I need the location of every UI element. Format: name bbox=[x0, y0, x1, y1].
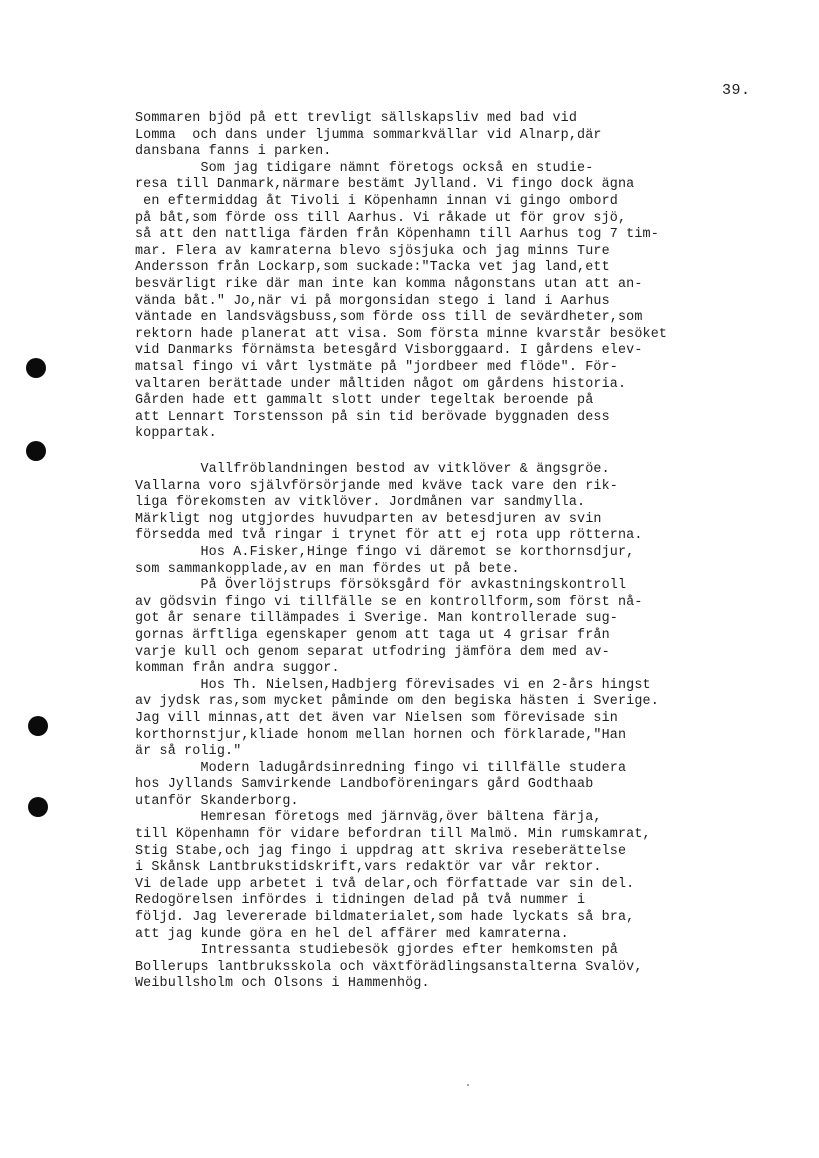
text-line: som sammankopplade,av en man fördes ut på bete. bbox=[135, 561, 520, 577]
text-line: vända båt." Jo,när vi på morgonsidan stego i land i Aarhus bbox=[135, 293, 610, 309]
paper-speck bbox=[467, 1084, 469, 1086]
text-line: dansbana fanns i parken. bbox=[135, 144, 332, 160]
text-line: got år senare tillämpades i Sverige. Man kontrollerade sug- bbox=[135, 611, 618, 627]
text-line: till Köpenhamn för vidare befordran till Malmö. Min rumskamrat, bbox=[135, 827, 651, 843]
text-line: följd. Jag levererade bildmaterialet,som hade lyckats så bra, bbox=[135, 910, 635, 926]
text-line: komman från andra suggor. bbox=[135, 661, 340, 677]
text-line: Andersson från Lockarp,som suckade:"Tacka vet jag land,ett bbox=[135, 260, 610, 276]
text-line: besvärligt rike där man inte kan komma någonstans utan att an- bbox=[135, 276, 643, 292]
text-line: att Lennart Torstensson på sin tid berövade byggnaden dess bbox=[135, 409, 610, 425]
text-line: Modern ladugårdsinredning fingo vi tillfälle studera bbox=[135, 760, 627, 776]
text-line: Vallarna voro självförsörjande med kväve tack vare den rik- bbox=[135, 478, 618, 494]
text-line: Bollerups lantbruksskola och växtförädlingsanstalterna Svalöv, bbox=[135, 959, 643, 975]
text-line: Jag vill minnas,att det även var Nielsen som förevisade sin bbox=[135, 710, 618, 726]
text-line: att jag kunde göra en hel del affärer med kamraterna. bbox=[135, 926, 569, 942]
text-line: Hemresan företogs med järnväg,över bältena färja, bbox=[135, 810, 602, 826]
text-line: Som jag tidigare nämnt företogs också en studie- bbox=[135, 160, 594, 176]
text-line: Vallfröblandningen bestod av vitklöver & ängsgröe. bbox=[135, 462, 610, 477]
text-line: korthornstjur,kliade honom mellan hornen och förklarade,"Han bbox=[135, 727, 627, 743]
text-line: Sommaren bjöd på ett trevligt sällskapsliv med bad vid bbox=[135, 111, 578, 126]
text-line: koppartak. bbox=[135, 426, 217, 442]
text-line: mar. Flera av kamraterna blevo sjösjuka och jag minns Ture bbox=[135, 243, 610, 259]
text-line: hos Jyllands Samvirkende Landboföreningars gård Godthaab bbox=[135, 777, 594, 793]
text-line: Hos Th. Nielsen,Hadbjerg förevisades vi en 2-års hingst bbox=[135, 677, 651, 693]
text-line: Redogörelsen infördes i tidningen delad på två nummer i bbox=[135, 893, 586, 909]
text-line: Märkligt nog utgjordes huvudparten av betesdjuren av svin bbox=[135, 511, 602, 527]
text-line: försedda med två ringar i trynet för att ej rota upp rötterna. bbox=[135, 528, 643, 544]
page-number: 39. bbox=[722, 82, 751, 99]
text-line: Stig Stabe,och jag fingo i uppdrag att skriva reseberättelse bbox=[135, 843, 627, 859]
punch-hole bbox=[26, 358, 46, 378]
text-line: utanför Skanderborg. bbox=[135, 793, 299, 809]
punch-hole bbox=[28, 716, 48, 736]
text-line: en eftermiddag åt Tivoli i Köpenhamn innan vi gingo ombord bbox=[135, 193, 618, 209]
paragraph-trip-to-denmark bbox=[135, 111, 785, 443]
text-line: av jydsk ras,som mycket påminde om den begiska hästen i Sverige. bbox=[135, 694, 659, 710]
text-line: Vi delade upp arbetet i två delar,och författade var sin del. bbox=[135, 876, 635, 892]
text-line: rektorn hade planerat att visa. Som första minne kvarstår besöket bbox=[135, 326, 668, 342]
text-line: På Överlöjstrups försöksgård för avkastningskontroll bbox=[135, 578, 627, 594]
paragraph-farm-visits bbox=[135, 462, 785, 993]
text-line: liga förekomsten av vitklöver. Jordmånen var sandmylla. bbox=[135, 495, 586, 511]
text-line: Intressanta studiebesök gjordes efter hemkomsten på bbox=[135, 943, 618, 959]
text-line: matsal fingo vi vårt lystmäte på "jordbeer med flöde". För- bbox=[135, 359, 618, 375]
text-line: är så rolig." bbox=[135, 744, 242, 760]
text-line: väntade en landsvägsbuss,som förde oss till de sevärdheter,som bbox=[135, 310, 643, 326]
text-line: Gården hade ett gammalt slott under tegeltak beroende på bbox=[135, 393, 594, 409]
text-line: Weibullsholm och Olsons i Hammenhög. bbox=[135, 976, 430, 992]
text-line: Lomma och dans under ljumma sommarkvällar vid Alnarp,där bbox=[135, 127, 602, 143]
text-line: på båt,som förde oss till Aarhus. Vi råkade ut för grov sjö, bbox=[135, 210, 627, 226]
text-line: resa till Danmark,närmare bestämt Jylland. Vi fingo dock ägna bbox=[135, 177, 635, 193]
text-line: i Skånsk Lantbrukstidskrift,vars redaktör var vår rektor. bbox=[135, 860, 602, 876]
text-line: varje kull och genom separat utfodring jämföra dem med av- bbox=[135, 644, 610, 660]
text-line: valtaren berättade under måltiden något om gårdens historia. bbox=[135, 376, 627, 392]
text-line: så att den nattliga färden från Köpenhamn till Aarhus tog 7 tim- bbox=[135, 227, 659, 243]
text-line: vid Danmarks förnämsta betesgård Visborggaard. I gårdens elev- bbox=[135, 343, 643, 359]
punch-hole bbox=[28, 797, 48, 817]
text-line: gornas ärftliga egenskaper genom att taga ut 4 grisar från bbox=[135, 627, 610, 643]
text-line: Hos A.Fisker,Hinge fingo vi däremot se korthornsdjur, bbox=[135, 544, 635, 560]
text-line: av gödsvin fingo vi tillfälle se en kontrollform,som först nå- bbox=[135, 594, 643, 610]
punch-hole bbox=[26, 441, 46, 461]
